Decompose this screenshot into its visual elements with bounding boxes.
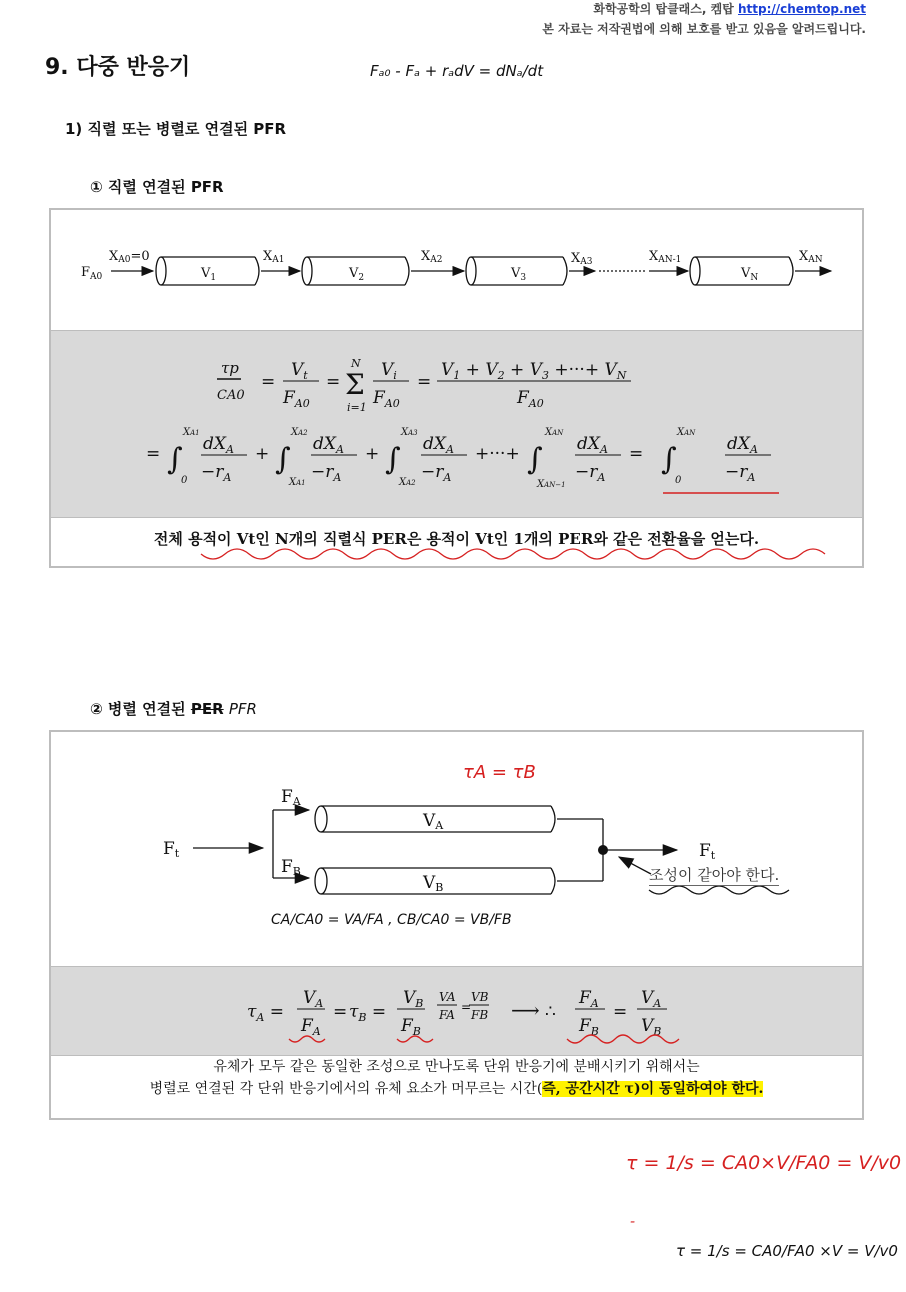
label-VN: $V_N$ — [741, 266, 759, 283]
svg-text:XA2: XA2 — [399, 477, 416, 488]
parallel-equation-panel — [51, 966, 862, 1056]
subsection-parallel — [90, 698, 257, 719]
svg-text:0: 0 — [675, 475, 682, 486]
handwritten-dash: - — [630, 1214, 636, 1230]
series-equation-panel — [51, 330, 862, 518]
copyright-notice: 본 자료는 저작권법에 의해 보호를 받고 있음을 알려드립니다. — [542, 22, 866, 36]
label-XA2: XA2 — [421, 249, 443, 265]
svg-text:VA: $V_A$ — [641, 988, 662, 1010]
subsection-series: ① 직렬 연결된 PFR — [90, 178, 224, 196]
svg-text:τp: τp — [221, 359, 239, 377]
series-pfr-diagram — [51, 210, 862, 330]
handwritten-mole-balance: Fₐ₀ - Fₐ + rₐdV = dNₐ/dt — [370, 62, 544, 80]
site-header — [593, 0, 866, 17]
svg-text:VB: $V_B$ — [403, 988, 424, 1010]
label-XAN: XAN — [799, 249, 823, 265]
section-heading: 1) 직렬 또는 병렬로 연결된 PFR — [65, 120, 287, 138]
svg-text:=: = — [146, 444, 161, 464]
svg-text:VB: VB — [471, 990, 489, 1004]
svg-text:+···+: +···+ — [475, 444, 520, 464]
svg-text:N: N — [351, 357, 361, 370]
svg-text:=: = — [629, 444, 644, 464]
svg-text:∫: ∫ — [385, 442, 401, 477]
series-pfr-box — [49, 208, 864, 568]
svg-text:XA1: XA1 — [289, 477, 306, 488]
svg-text:XA3: XA3 — [401, 427, 418, 438]
svg-text:=: = — [461, 1000, 472, 1014]
svg-text:τB =: $\tau_B$ = — [349, 1002, 387, 1024]
handwritten-residence-eqs: CA/CA0 = VA/FA , CB/CA0 = VB/FB — [271, 912, 512, 928]
svg-text:V1 + V2 + V3 +···+ VN: $V_1 + V_2 + V_3$ +···+ $V_N$ — [441, 360, 627, 382]
svg-text:XAN: XAN — [677, 427, 696, 438]
svg-text:FA0: $F_{A0}$ — [373, 388, 400, 410]
svg-text:∫: ∫ — [661, 442, 677, 477]
svg-text:0: 0 — [181, 475, 188, 486]
red-wave-underline — [51, 546, 862, 566]
label-XA0: XA0=0 — [109, 249, 150, 265]
svg-text:dXA: $dX_A$ — [203, 434, 234, 456]
handwritten-tau-equality: τA = τB — [463, 762, 536, 783]
series-conclusion: 전체 용적이 Vt인 N개의 직렬식 PER은 용적이 Vt인 1개의 PER와 같은 전환율을 얻는다. — [153, 530, 760, 548]
svg-text:FA0: $F_{A0}$ — [517, 388, 544, 410]
svg-text:FA: $F_A$ — [301, 1016, 321, 1038]
svg-text:−rA: $-r_A$ — [725, 462, 756, 484]
svg-text:−rA: $-r_A$ — [311, 462, 342, 484]
parallel-note-line1: 유체가 모두 같은 동일한 조성으로 만나도록 단위 반응기에 분배시키기 위해서는 — [213, 1059, 700, 1075]
svg-text:FB: FB — [471, 1008, 489, 1022]
svg-text:=: = — [613, 1002, 628, 1022]
svg-text:∫: ∫ — [167, 442, 183, 477]
parallel-equations — [51, 967, 862, 1055]
label-FA: FA — [281, 787, 301, 808]
series-equations — [51, 331, 862, 517]
label-V2: $V_2$ — [349, 266, 365, 283]
svg-text:=: = — [261, 372, 276, 392]
page-title: 9. 다중 반응기 — [45, 55, 191, 80]
handwritten-space-time-1: τ = 1/s = CA0×V/FA0 = V/v0 — [626, 1152, 902, 1174]
svg-text:⟶: ⟶ — [511, 998, 540, 1022]
svg-text:+: + — [255, 444, 270, 464]
svg-text:+: + — [365, 444, 380, 464]
svg-text:∴: ∴ — [545, 1002, 556, 1022]
svg-text:CA0: CA0 — [217, 388, 245, 403]
label-Ft-out: Ft — [699, 841, 716, 862]
svg-text:FA0: $F_{A0}$ — [283, 388, 310, 410]
parallel-note-text: 병렬로 연결된 각 단위 반응기에서의 유체 요소가 머무르는 시간( — [149, 1081, 543, 1097]
svg-text:XA1: XA1 — [183, 427, 200, 438]
svg-text:=: = — [417, 372, 432, 392]
svg-text:∫: ∫ — [275, 442, 291, 477]
svg-text:FB: $F_B$ — [401, 1016, 421, 1038]
parallel-pfr-box — [49, 730, 864, 1120]
svg-text:Vi: $V_i$ — [381, 360, 397, 382]
label-VB: VB — [423, 873, 444, 894]
label-XA1: XA1 — [263, 249, 285, 265]
svg-text:=: = — [326, 372, 341, 392]
svg-text:XAN: XAN — [545, 427, 564, 438]
header-brand: 화학공학의 탑클래스, 켐탑 — [593, 2, 734, 16]
svg-text:VA: VA — [439, 990, 456, 1004]
svg-text:VA: $V_A$ — [303, 988, 324, 1010]
svg-text:VB: $V_B$ — [641, 1016, 662, 1038]
struck-text: PER — [190, 700, 224, 718]
label-V3: $V_3$ — [511, 266, 527, 283]
label-FA0: $F_{A0}$ — [81, 265, 103, 282]
label-FB: FB — [281, 857, 301, 878]
svg-text:−rA: $-r_A$ — [575, 462, 606, 484]
svg-text:XAN−1: XAN−1 — [537, 479, 566, 490]
label-XAN-1: XAN-1 — [649, 249, 682, 265]
label-Ft-in: Ft — [163, 839, 180, 860]
svg-text:−rA: $-r_A$ — [421, 462, 452, 484]
subsection-parallel-label: ② 병렬 연결된 — [90, 700, 186, 718]
svg-text:Σ: Σ — [345, 368, 365, 401]
svg-text:FA: FA — [439, 1008, 455, 1022]
label-VA: VA — [423, 811, 444, 832]
svg-text:∫: ∫ — [527, 442, 543, 477]
svg-text:i=1: i=1 — [347, 401, 367, 414]
svg-text:XA2: XA2 — [291, 427, 308, 438]
handwritten-space-time-2: τ = 1/s = CA0/FA0 ×V = V/v0 — [676, 1242, 898, 1260]
svg-text:FB: $F_B$ — [579, 1016, 599, 1038]
svg-text:dXA: $dX_A$ — [727, 434, 758, 456]
svg-text:−rA: $-r_A$ — [201, 462, 232, 484]
parallel-note-line2 — [51, 1080, 862, 1099]
label-XA3: XA3 — [571, 251, 593, 267]
svg-text:dXA: $dX_A$ — [577, 434, 608, 456]
svg-text:dXA: $dX_A$ — [313, 434, 344, 456]
svg-text:Vt: $V_t$ — [291, 360, 308, 382]
site-link[interactable]: http://chemtop.net — [737, 2, 866, 16]
svg-text:=: = — [333, 1002, 348, 1022]
label-V1: $V_1$ — [201, 266, 217, 283]
handwritten-correction: PFR — [228, 700, 257, 718]
svg-text:dXA: $dX_A$ — [423, 434, 454, 456]
svg-text:τA =: $\tau_A$ = — [247, 1002, 285, 1024]
highlighted-conclusion: 즉, 공간시간 τ)이 동일하여야 한다. — [542, 1081, 764, 1097]
svg-text:FA: $F_A$ — [579, 988, 599, 1010]
composition-annotation: 조성이 같아야 한다. — [649, 866, 780, 884]
